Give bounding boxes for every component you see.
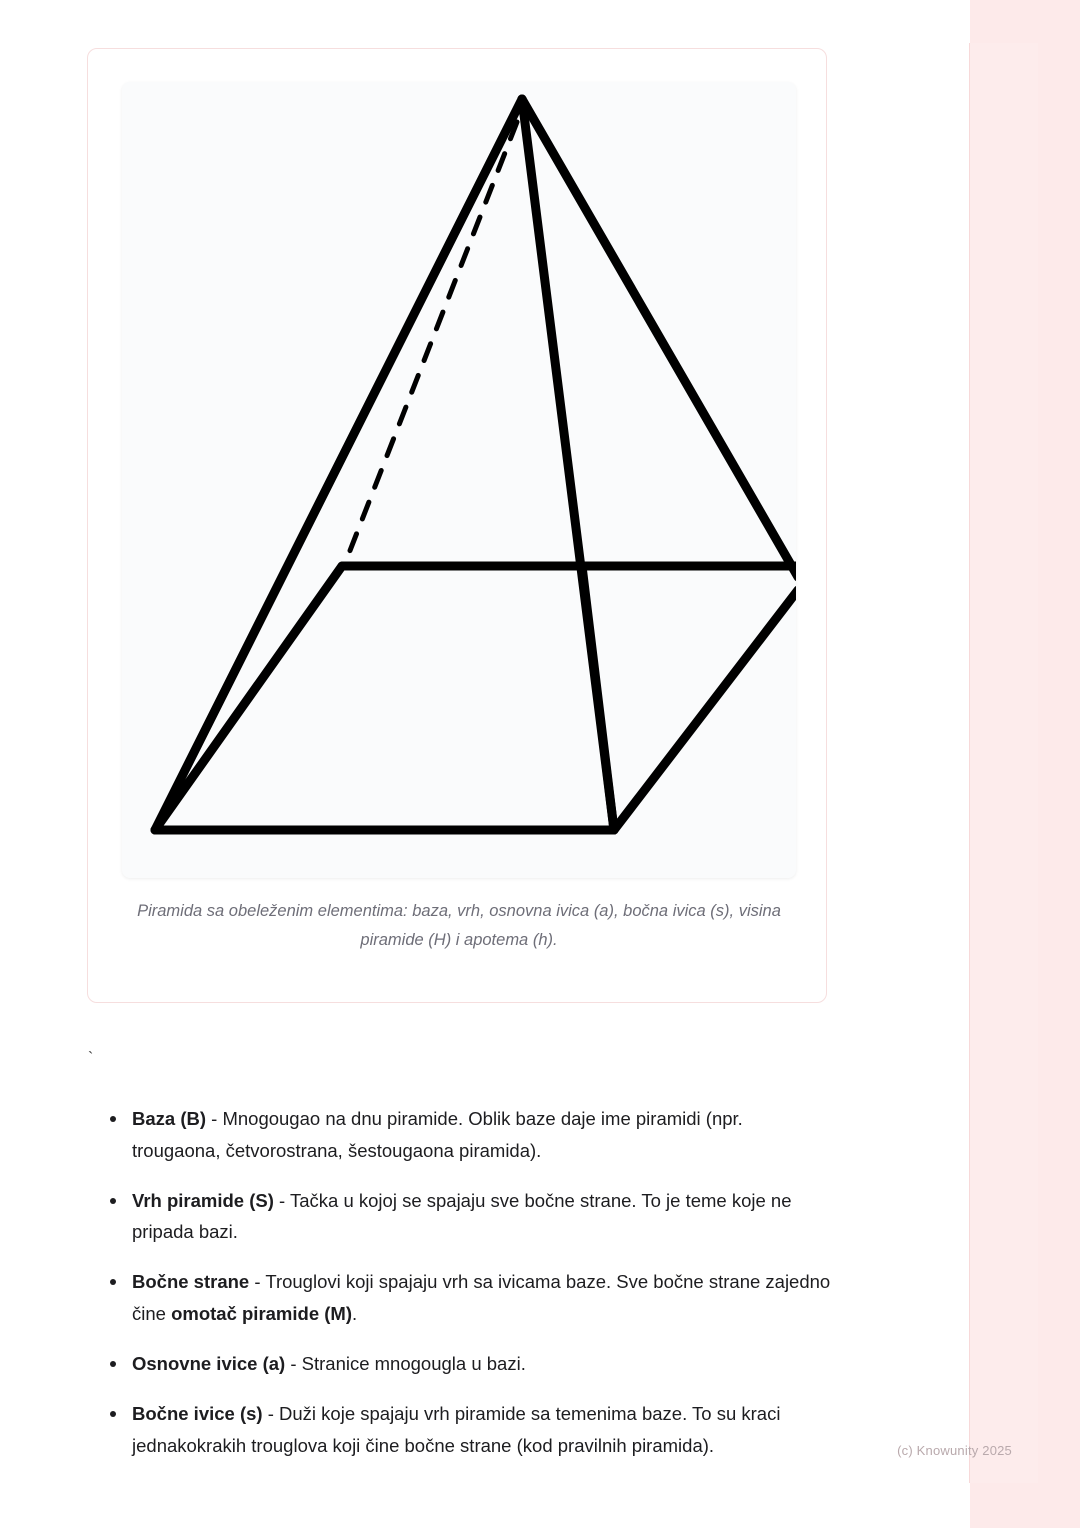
term-label: Bočne strane bbox=[132, 1271, 250, 1293]
figure-card bbox=[87, 48, 827, 1003]
definitions-list bbox=[96, 1103, 831, 1479]
list-item bbox=[96, 1103, 831, 1167]
figure-caption: Piramida sa obeleženim elementima: baza, vrh, osnovna ivica (a), bočna ivica (s), visina piramide (H) i apotema (h). bbox=[137, 902, 781, 949]
term-label-secondary: omotač piramide (M) bbox=[171, 1303, 352, 1325]
watermark: (c) Knowunity 2025 bbox=[897, 1443, 1012, 1458]
term-description-tail: . bbox=[352, 1303, 358, 1325]
page-edge-strip bbox=[970, 0, 1080, 1528]
term-description: - Duži koje spajaju vrh piramide sa temenima baze. To su kraci jednakokrakih trouglova koji čine bočne strane (kod pravilnih piramida). bbox=[132, 1402, 781, 1456]
stray-backtick: ` bbox=[88, 1050, 94, 1067]
page-edge-strip-inner bbox=[969, 43, 1038, 1483]
term-description: - Trouglovi koji spajaju vrh sa ivicama baze. Sve bočne strane zajedno čine bbox=[132, 1271, 831, 1325]
term-label: Vrh piramide (S) bbox=[132, 1189, 274, 1211]
term-description: - Stranice mnogougla u bazi. bbox=[285, 1352, 526, 1374]
term-description: - Mnogougao na dnu piramide. Oblik baze daje ime piramidi (npr. trougaona, četvorostrana, šestougaona piramida). bbox=[132, 1108, 743, 1161]
term-label: Osnovne ivice (a) bbox=[132, 1352, 286, 1374]
pyramid-diagram bbox=[122, 82, 796, 878]
list-item bbox=[96, 1398, 831, 1462]
term-label: Baza (B) bbox=[132, 1108, 207, 1129]
term-description: - Tačka u kojoj se spajaju sve bočne strane. To je teme koje ne pripada bazi. bbox=[132, 1189, 792, 1243]
list-item bbox=[96, 1348, 831, 1380]
list-item bbox=[96, 1266, 831, 1330]
list-item bbox=[96, 1185, 831, 1249]
term-label: Bočne ivice (s) bbox=[132, 1402, 263, 1424]
